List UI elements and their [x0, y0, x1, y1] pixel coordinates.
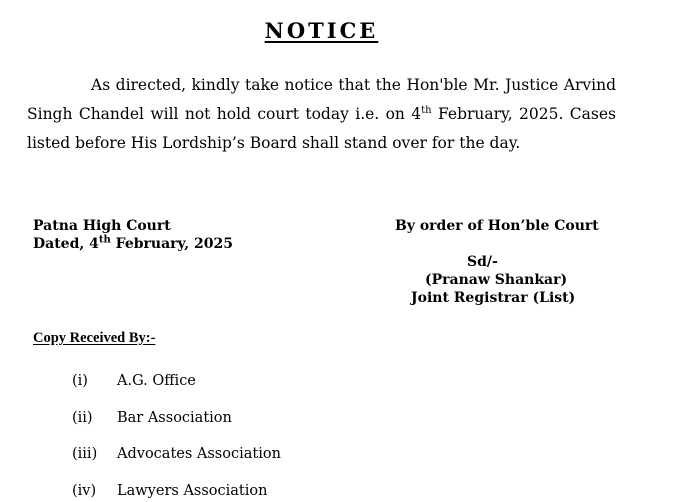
- notice-body-part1: As directed, kindly take notice that the Hon'ble Mr. Justice Arvind Singh Chandel will not hold court today i.e. on 4: [27, 76, 616, 123]
- notice-title: NOTICE: [264, 18, 379, 43]
- copy-heading: Copy Received By:-: [33, 330, 156, 346]
- list-item-label: Lawyers Association: [117, 483, 268, 499]
- signatory-name: (Pranaw Shankar): [425, 272, 568, 288]
- list-item-label: A.G. Office: [117, 373, 196, 389]
- notice-body: [27, 71, 616, 158]
- list-item-label: Bar Association: [117, 410, 232, 426]
- signatory-designation: Joint Registrar (List): [411, 290, 576, 306]
- date-ordinal: th: [98, 234, 111, 246]
- date-suffix: February, 2025: [110, 236, 234, 252]
- order-line: By order of Hon’ble Court: [395, 218, 599, 234]
- issuer-block: [33, 217, 233, 253]
- list-item-number: (iii): [72, 446, 98, 462]
- list-item-label: Advocates Association: [117, 446, 281, 462]
- court-name: Patna High Court: [33, 218, 171, 234]
- date-prefix: Dated, 4: [33, 236, 99, 252]
- list-item-number: (iv): [72, 483, 97, 499]
- list-item-number: (ii): [72, 410, 93, 426]
- notice-body-part2: February, 2025. Cases listed before His Lordship’s Board shall stand over for the day.: [27, 105, 616, 152]
- signature: Sd/-: [467, 254, 498, 270]
- notice-date: [33, 235, 233, 253]
- notice-body-ordinal: th: [421, 104, 432, 116]
- list-item-number: (i): [72, 373, 88, 389]
